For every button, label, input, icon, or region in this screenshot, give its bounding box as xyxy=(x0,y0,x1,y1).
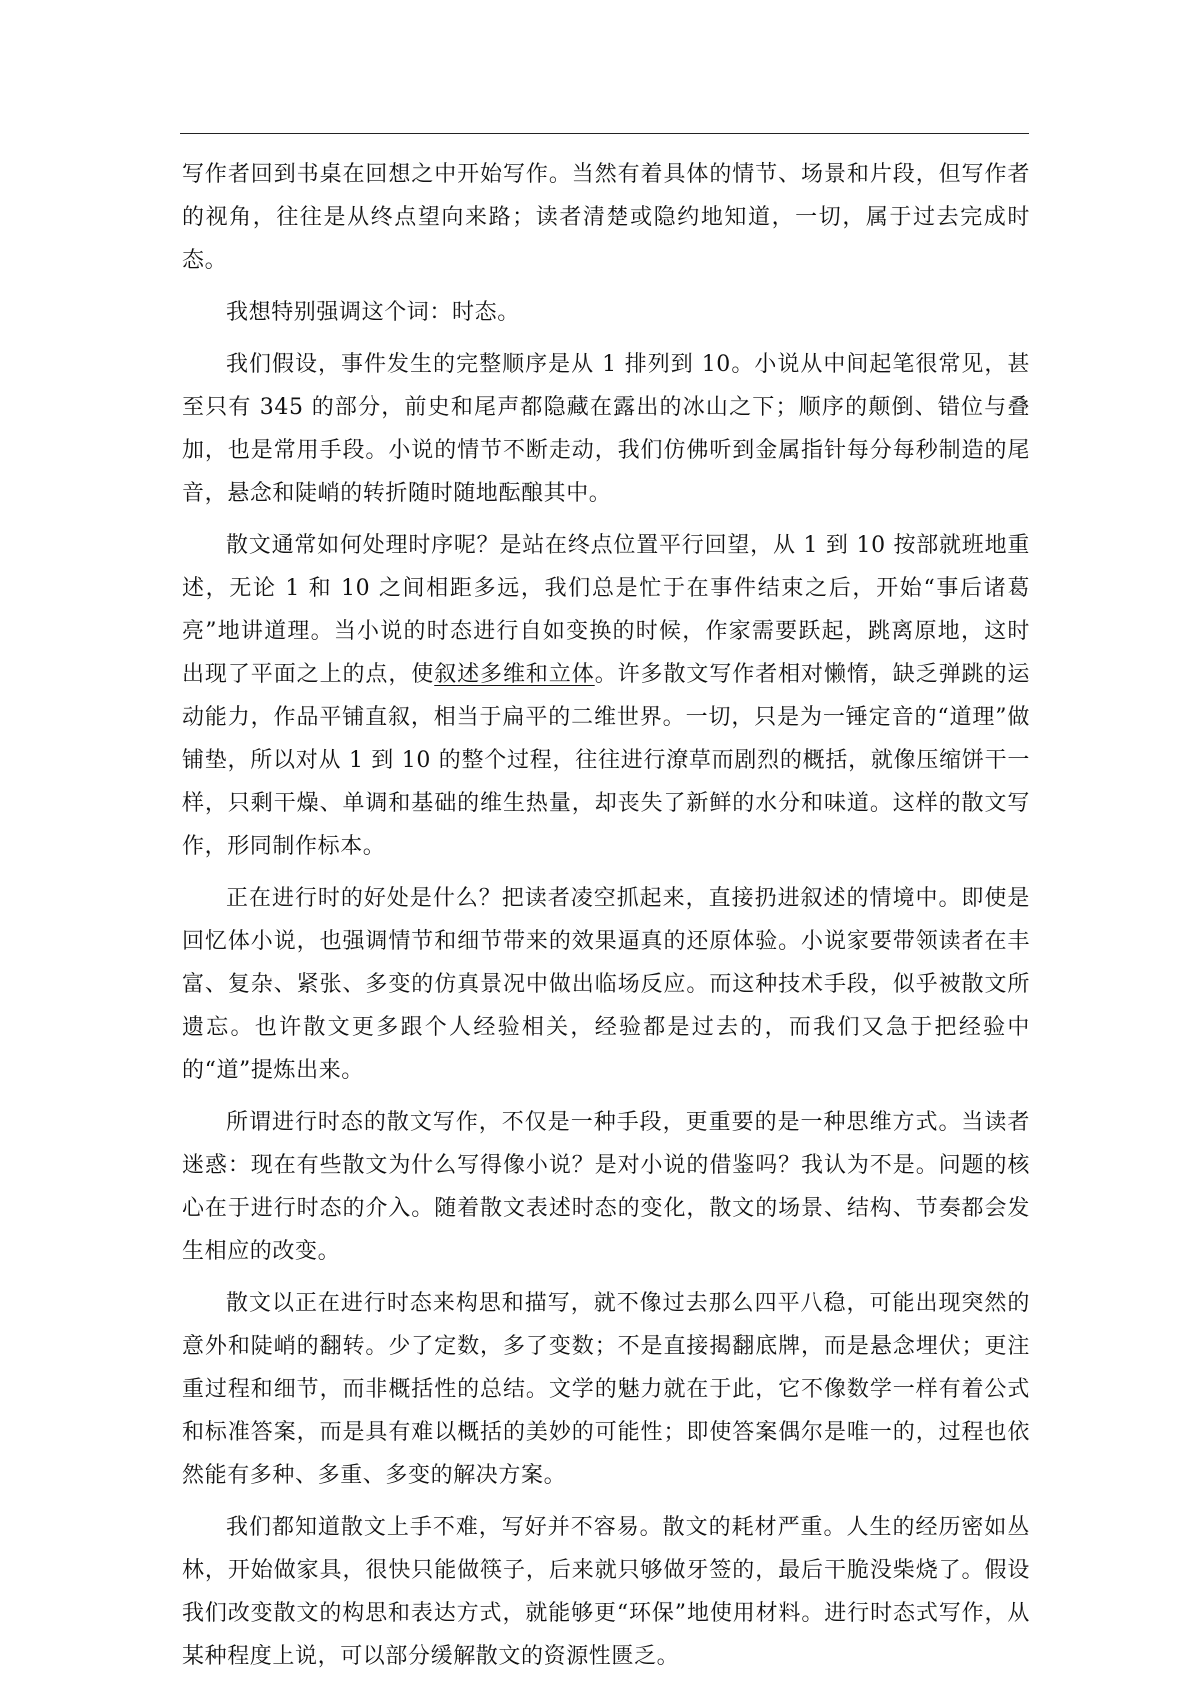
article-body xyxy=(182,153,1030,1687)
paragraph-text: 写作者回到书桌在回想之中开始写作。当然有着具体的情节、场景和片段，但写作者的视角，往往是从终点望向来路；读者清楚或隐约地知道，一切，属于过去完成时态。 xyxy=(182,162,1030,273)
paragraph xyxy=(182,343,1030,515)
paragraph-text: 散文通常如何处理时序呢？是站在终点位置平行回望，从 1 到 10 按部就班地重述，无论 1 和 10 之间相距多远，我们总是忙于在事件结束之后，开始“事后诸葛亮”地讲道理。当小说的时态进行自如变换的时候，作家需要跃起，跳离原地，这时出现了平面之上的点，使 xyxy=(182,533,1030,687)
paragraph xyxy=(182,291,1030,334)
paragraph-text: 正在进行时的好处是什么？把读者凌空抓起来，直接扔进叙述的情境中。即使是回忆体小说，也强调情节和细节带来的效果逼真的还原体验。小说家要带领读者在丰富、复杂、紧张、多变的仿真景况中做出临场反应。而这种技术手段，似乎被散文所遗忘。也许散文更多跟个人经验相关，经验都是过去的，而我们又急于把经验中的“道”提炼出来。 xyxy=(182,886,1030,1083)
paragraph-text: 散文以正在进行时态来构思和描写，就不像过去那么四平八稳，可能出现突然的意外和陡峭的翻转。少了定数，多了变数；不是直接揭翻底牌，而是悬念埋伏；更注重过程和细节，而非概括性的总结。文学的魅力就在于此，它不像数学一样有着公式和标准答案，而是具有难以概括的美妙的可能性；即使答案偶尔是唯一的，过程也依然能有多种、多重、多变的解决方案。 xyxy=(182,1291,1030,1488)
paragraph xyxy=(182,877,1030,1092)
paragraph xyxy=(182,153,1030,282)
underlined-phrase: 叙述多维和立体 xyxy=(434,662,595,687)
paragraph xyxy=(182,524,1030,868)
paragraph-text: 。许多散文写作者相对懒惰，缺乏弹跳的运动能力，作品平铺直叙，相当于扁平的二维世界。一切，只是为一锤定音的“道理”做铺垫，所以对从 1 到 10 的整个过程，往往进行潦草而剧烈的概括，就像压缩饼干一样，只剩干燥、单调和基础的维生热量，却丧失了新鲜的水分和味道。这样的散文写作，形同制作标本。 xyxy=(182,662,1030,859)
paragraph-text: 我们假设，事件发生的完整顺序是从 1 排列到 10。小说从中间起笔很常见，甚至只有 345 的部分，前史和尾声都隐藏在露出的冰山之下；顺序的颠倒、错位与叠加，也是常用手段。小说的情节不断走动，我们仿佛听到金属指针每分每秒制造的尾音，悬念和陡峭的转折随时随地酝酿其中。 xyxy=(182,352,1030,506)
paragraph-text: 所谓进行时态的散文写作，不仅是一种手段，更重要的是一种思维方式。当读者迷惑：现在有些散文为什么写得像小说？是对小说的借鉴吗？我认为不是。问题的核心在于进行时态的介入。随着散文表述时态的变化，散文的场景、结构、节奏都会发生相应的改变。 xyxy=(182,1110,1030,1264)
paragraph xyxy=(182,1506,1030,1678)
paragraph-text: 我们都知道散文上手不难，写好并不容易。散文的耗材严重。人生的经历密如丛林，开始做家具，很快只能做筷子，后来就只够做牙签的，最后干脆没柴烧了。假设我们改变散文的构思和表达方式，就能够更“环保”地使用材料。进行时态式写作，从某种程度上说，可以部分缓解散文的资源性匮乏。 xyxy=(182,1515,1030,1669)
paragraph-text: 我想特别强调这个词：时态。 xyxy=(226,300,520,325)
paragraph xyxy=(182,1282,1030,1497)
paragraph xyxy=(182,1101,1030,1273)
header-rule xyxy=(180,133,1029,134)
